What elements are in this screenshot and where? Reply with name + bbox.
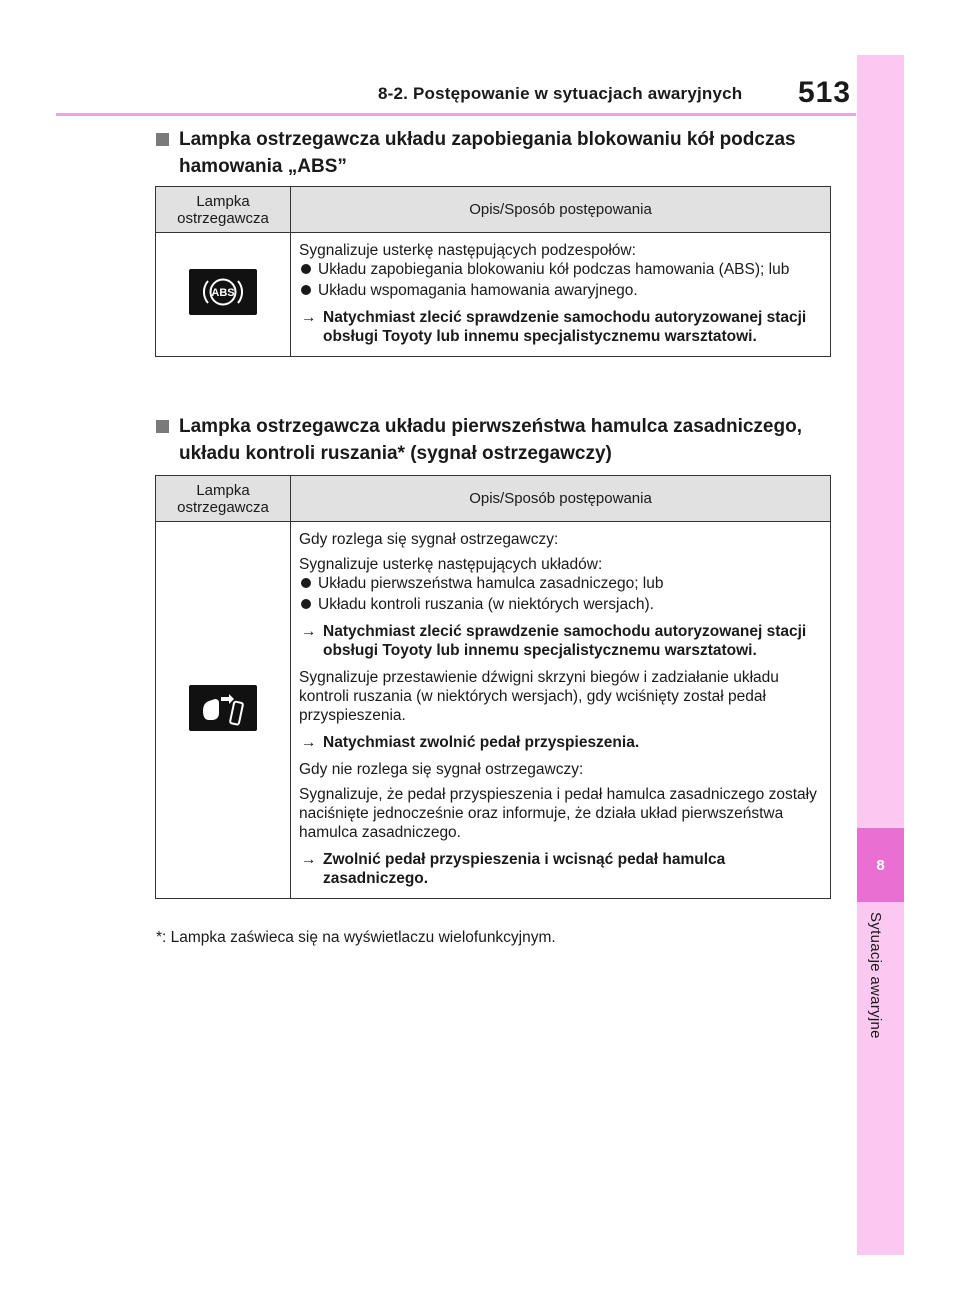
abs-warning-table bbox=[155, 186, 831, 357]
list-item-text: Układu kontroli ruszania (w niektórych wersjach). bbox=[318, 596, 654, 613]
action-text: Natychmiast zwolnić pedał przyspieszenia. bbox=[323, 734, 640, 751]
action-instruction bbox=[299, 850, 824, 888]
description-paragraph: Sygnalizuje, że pedał przyspieszenia i pedał hamulca zasadniczego zostały naciśnięte jednocześnie oraz informuje, że działa układ pierwszeństwa hamulca zasadniczego. bbox=[299, 786, 817, 841]
table-header-row bbox=[156, 476, 831, 522]
column-header-lamp: Lampka ostrzegawcza bbox=[156, 476, 291, 522]
brake-override-icon-graphic bbox=[189, 685, 257, 731]
brake-override-warning-table bbox=[155, 475, 831, 899]
section-heading-text: Lampka ostrzegawcza układu pierwszeństwa hamulca zasadniczego, układu kontroli ruszania* (sygnał ostrzegawczy) bbox=[179, 416, 802, 464]
list-item bbox=[299, 281, 824, 300]
column-header-lamp: Lampka ostrzegawcza bbox=[156, 187, 291, 233]
arrow-icon: → bbox=[301, 309, 317, 326]
header-rule bbox=[56, 113, 856, 116]
action-instruction bbox=[299, 308, 824, 346]
bullet-dot-icon bbox=[301, 285, 311, 295]
list-item bbox=[299, 595, 824, 614]
description-cell bbox=[291, 233, 831, 357]
chapter-tab[interactable] bbox=[857, 828, 904, 902]
description-paragraph: Gdy rozlega się sygnał ostrzegawczy: bbox=[299, 531, 559, 548]
section-heading-abs bbox=[156, 126, 836, 180]
square-bullet-icon bbox=[156, 420, 169, 433]
column-header-description: Opis/Sposób postępowania bbox=[291, 187, 831, 233]
action-instruction bbox=[299, 622, 824, 660]
bullet-dot-icon bbox=[301, 264, 311, 274]
arrow-icon: → bbox=[301, 851, 317, 868]
chapter-number: 8 bbox=[876, 856, 885, 874]
running-header: 8-2. Postępowanie w sytuacjach awaryjnych bbox=[378, 84, 743, 103]
list-item bbox=[299, 574, 824, 593]
list-item-text: Układu zapobiegania blokowaniu kół podczas hamowania (ABS); lub bbox=[318, 261, 790, 278]
abs-warning-icon-graphic bbox=[189, 269, 257, 315]
arrow-icon: → bbox=[301, 623, 317, 640]
square-bullet-icon bbox=[156, 133, 169, 146]
column-header-description: Opis/Sposób postępowania bbox=[291, 476, 831, 522]
table-header-row bbox=[156, 187, 831, 233]
page-number: 513 bbox=[798, 76, 852, 109]
description-paragraph: Sygnalizuje przestawienie dźwigni skrzyni biegów i zadziałanie układu kontroli ruszania (w niektórych wersjach), gdy wciśnięty został pedał przyspieszenia. bbox=[299, 669, 779, 724]
list-item-text: Układu wspomagania hamowania awaryjnego. bbox=[318, 282, 638, 299]
action-text: Natychmiast zlecić sprawdzenie samochodu autoryzowanej stacji obsługi Toyoty lub innemu specjalistycznemu warsztatowi. bbox=[323, 623, 807, 659]
table-row bbox=[156, 522, 831, 899]
chapter-label: Sytuacje awaryjne bbox=[867, 912, 884, 1039]
brake-override-warning-icon bbox=[189, 685, 257, 731]
action-instruction bbox=[299, 733, 824, 752]
lamp-cell bbox=[156, 233, 291, 357]
action-text: Natychmiast zlecić sprawdzenie samochodu autoryzowanej stacji obsługi Toyoty lub innemu specjalistycznemu warsztatowi. bbox=[323, 309, 807, 345]
arrow-icon: → bbox=[301, 734, 317, 751]
description-paragraph: Sygnalizuje usterkę następujących układów: bbox=[299, 556, 603, 573]
section-heading-text: Lampka ostrzegawcza układu zapobiegania blokowaniu kół podczas hamowania „ABS” bbox=[179, 129, 796, 177]
lamp-cell bbox=[156, 522, 291, 899]
bullet-dot-icon bbox=[301, 599, 311, 609]
action-text: Zwolnić pedał przyspieszenia i wcisnąć pedał hamulca zasadniczego. bbox=[323, 851, 726, 887]
list-item-text: Układu pierwszeństwa hamulca zasadniczego; lub bbox=[318, 575, 664, 592]
abs-icon-label: ABS bbox=[211, 287, 235, 299]
chapter-side-strip bbox=[857, 55, 904, 1255]
section-heading-brake-override bbox=[156, 413, 836, 467]
bullet-dot-icon bbox=[301, 578, 311, 588]
description-cell bbox=[291, 522, 831, 899]
list-item bbox=[299, 260, 824, 279]
footnote: *: Lampka zaświeca się na wyświetlaczu wielofunkcyjnym. bbox=[156, 929, 556, 946]
table-row bbox=[156, 233, 831, 357]
description-paragraph: Gdy nie rozlega się sygnał ostrzegawczy: bbox=[299, 761, 584, 778]
description-intro: Sygnalizuje usterkę następujących podzespołów: bbox=[299, 242, 636, 259]
abs-warning-icon bbox=[189, 269, 257, 315]
